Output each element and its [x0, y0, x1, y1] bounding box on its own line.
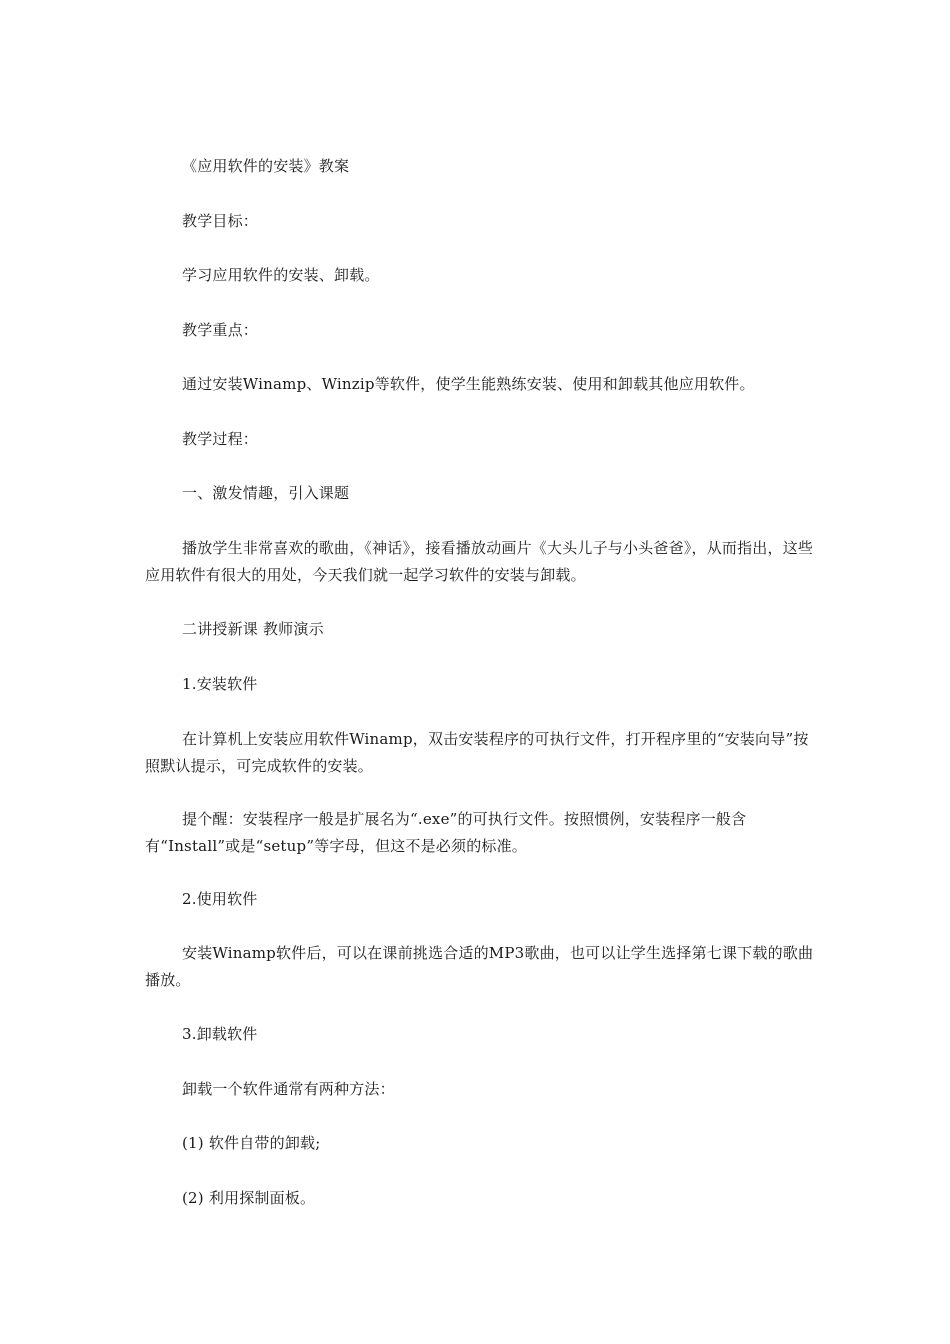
focus-heading: 教学重点：	[182, 321, 259, 339]
step2-body: 安装Winamp软件后，可以在课前挑选合适的MP3歌曲，也可以让学生选择第七课下载的歌曲播放。	[145, 944, 814, 989]
step3-heading: 3.卸载软件	[182, 1025, 258, 1043]
focus-text: 通过安装Winamp、Winzip等软件，使学生能熟练安装、使用和卸载其他应用软件。	[182, 375, 755, 393]
objective-text: 学习应用软件的安装、卸载。	[182, 266, 380, 284]
section1-heading: 一、激发情趣，引入课题	[182, 484, 350, 502]
document-title: 《应用软件的安装》教案	[182, 157, 350, 175]
method1-text: (1) 软件自带的卸载;	[182, 1134, 321, 1152]
method2-text: (2) 利用探制面板。	[182, 1189, 316, 1207]
step1-tip: 提个醒：安装程序一般是扩展名为“.exe”的可执行文件。按照惯例，安装程序一般含有“Install”或是“setup”等字母，但这不是必须的标准。	[145, 810, 747, 855]
step2-heading: 2.使用软件	[182, 890, 258, 908]
section1-body: 播放学生非常喜欢的歌曲，《神话》，接看播放动画片《大头儿子与小头爸爸》，从而指出，这些应用软件有很大的用处，今天我们就一起学习软件的安装与卸载。	[145, 539, 814, 584]
objective-heading: 教学目标：	[182, 212, 259, 230]
step1-body: 在计算机上安装应用软件Winamp，双击安装程序的可执行文件，打开程序里的“安装向导”按照默认提示，可完成软件的安装。	[145, 730, 809, 775]
section2-heading: 二讲授新课 教师演示	[182, 620, 324, 638]
step3-body: 卸载一个软件通常有两种方法：	[182, 1080, 395, 1098]
step1-heading: 1.安装软件	[182, 675, 258, 693]
process-heading: 教学过程：	[182, 430, 259, 448]
